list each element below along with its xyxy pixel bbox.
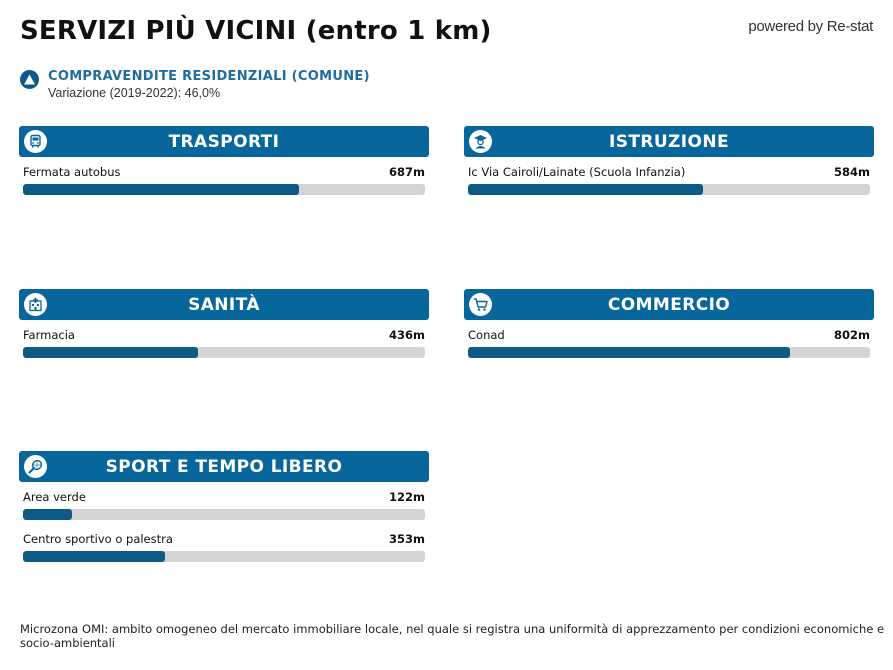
section-trasporti xyxy=(19,126,429,195)
distance-bar-fill xyxy=(468,347,790,358)
list-item xyxy=(19,328,429,358)
distance-bar-fill xyxy=(23,509,72,520)
item-distance: 436m xyxy=(389,328,425,342)
item-distance: 353m xyxy=(389,532,425,546)
list-item xyxy=(19,490,429,520)
tennis-icon xyxy=(24,455,47,478)
section-header xyxy=(19,126,429,157)
section-title: ISTRUZIONE xyxy=(608,131,729,152)
section-title: TRASPORTI xyxy=(168,131,280,152)
distance-bar xyxy=(23,347,425,358)
cart-icon xyxy=(469,293,492,316)
subheader-title: COMPRAVENDITE RESIDENZIALI (COMUNE) xyxy=(48,69,370,84)
item-distance: 122m xyxy=(389,490,425,504)
section-sport xyxy=(19,451,429,562)
footnote: Microzona OMI: ambito omogeneo del mercato immobiliare locale, nel quale si registra una uniformità di apprezzamento per condizioni economiche e socio-ambientali xyxy=(20,622,885,650)
page-title: SERVIZI PIÙ VICINI (entro 1 km) xyxy=(20,16,492,46)
item-distance: 687m xyxy=(389,165,425,179)
list-item xyxy=(19,165,429,195)
section-header xyxy=(464,126,874,157)
distance-bar-fill xyxy=(23,347,198,358)
section-header xyxy=(464,289,874,320)
hospital-icon xyxy=(24,293,47,316)
triangle-up-icon xyxy=(20,70,39,89)
student-icon xyxy=(469,130,492,153)
list-item xyxy=(464,165,874,195)
distance-bar xyxy=(468,184,870,195)
powered-by-label: powered by Re-stat xyxy=(748,18,873,35)
item-label: Centro sportivo o palestra xyxy=(23,532,173,546)
item-label: Area verde xyxy=(23,490,86,504)
section-istruzione xyxy=(464,126,874,195)
distance-bar xyxy=(23,551,425,562)
list-item xyxy=(19,532,429,562)
section-title: SPORT E TEMPO LIBERO xyxy=(105,456,343,477)
distance-bar xyxy=(23,509,425,520)
item-distance: 584m xyxy=(834,165,870,179)
section-header xyxy=(19,451,429,482)
section-sanita xyxy=(19,289,429,358)
distance-bar-fill xyxy=(468,184,703,195)
item-label: Fermata autobus xyxy=(23,165,121,179)
distance-bar xyxy=(23,184,425,195)
distance-bar xyxy=(468,347,870,358)
list-item xyxy=(464,328,874,358)
distance-bar-fill xyxy=(23,551,165,562)
section-commercio xyxy=(464,289,874,358)
item-distance: 802m xyxy=(834,328,870,342)
item-label: Ic Via Cairoli/Lainate (Scuola Infanzia) xyxy=(468,165,686,179)
item-label: Conad xyxy=(468,328,505,342)
item-label: Farmacia xyxy=(23,328,75,342)
subheader-variation: Variazione (2019-2022): 46,0% xyxy=(48,86,221,100)
bus-icon xyxy=(24,130,47,153)
distance-bar-fill xyxy=(23,184,299,195)
section-title: COMMERCIO xyxy=(607,294,731,315)
section-title: SANITÀ xyxy=(188,294,260,315)
section-header xyxy=(19,289,429,320)
